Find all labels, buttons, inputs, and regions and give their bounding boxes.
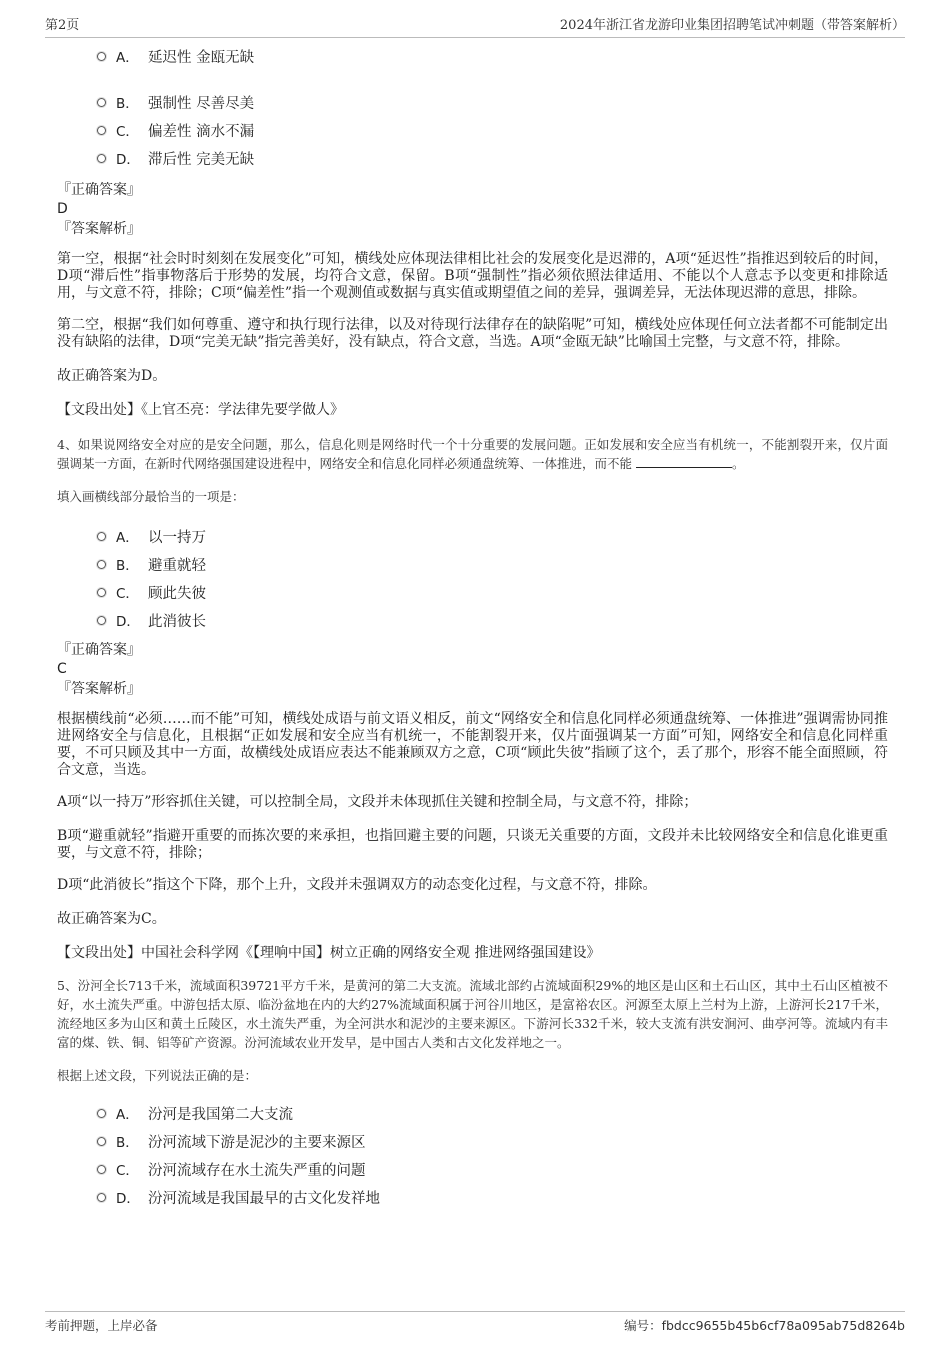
option-text: 汾河流域下游是泥沙的主要来源区 [148,1134,366,1151]
q4-option-a[interactable] [57,522,888,550]
option-letter: C． [116,124,139,140]
radio-icon[interactable] [97,98,106,107]
q3-analysis-label: 『答案解析』 [57,221,141,237]
footer-slogan: 考前押题，上岸必备 [45,1318,158,1333]
option-text: 以一持万 [148,529,206,546]
option-letter: D． [116,614,140,630]
q4-question-end: 。 [732,456,745,471]
radio-icon[interactable] [97,532,106,541]
document-id: 编号：fbdcc9655b45b6cf78a095ab75d8264b [624,1318,905,1333]
q3-answer-label: 『正确答案』 [57,182,141,198]
q5-option-d[interactable] [57,1183,888,1211]
q5-option-c[interactable] [57,1155,888,1183]
option-text: 顾此失彼 [148,585,206,602]
q3-answer: D [57,201,68,217]
q4-analysis-label: 『答案解析』 [57,681,141,697]
q3-analysis-p2: 第二空，根据“我们如何尊重、遵守和执行现行法律，以及对待现行法律存在的缺陷呢”可知，横线处应体现任何立法者都不可能制定出没有缺陷的法律，D项“完美无缺”指完善美好，没有缺点，符合文意，当选。A项“金瓯无缺”比喻国土完整，与文意不符，排除。 [57,317,888,350]
option-text: 滞后性 完美无缺 [148,151,255,168]
q4-analysis-p4: D项“此消彼长”指这个下降，那个上升，文段并未强调双方的动态变化过程，与文意不符，排除。 [57,877,657,893]
radio-icon[interactable] [97,560,106,569]
option-text: 汾河流域是我国最早的古文化发祥地 [148,1190,380,1207]
radio-icon[interactable] [97,52,106,61]
q3-option-d[interactable] [57,144,888,172]
radio-icon[interactable] [97,154,106,163]
option-text: 强制性 尽善尽美 [148,95,255,112]
q3-analysis-p3: 故正确答案为D。 [57,368,167,384]
q4-question [57,435,888,473]
q4-analysis-p1: 根据横线前“必须……而不能”可知，横线处成语与前文语义相反，前文“网络安全和信息化同样必须通盘统筹、一体推进”强调需协同推进网络安全与信息化，且根据“正如发展和安全应当有机统一，不能割裂开来，仅片面强调某一方面”可知，网络安全和信息化同样重要，不可只顾及其中一方面，故横线处成语应表达不能兼顾双方之意，C项“顾此失彼”指顾了这个，丢了那个，形容不能全面照顾，符合文意，当选。 [57,711,888,778]
option-letter: B． [116,96,139,112]
q3-source: 【文段出处】《上官丕亮：学法律先要学做人》 [57,402,344,418]
q4-answer-label: 『正确答案』 [57,642,141,658]
radio-icon[interactable] [97,616,106,625]
radio-icon[interactable] [97,1109,106,1118]
option-letter: D． [116,1191,140,1207]
option-text: 延迟性 金瓯无缺 [148,49,255,66]
option-letter: B． [116,558,139,574]
q4-option-d[interactable] [57,606,888,634]
radio-icon[interactable] [97,126,106,135]
q3-analysis-p1: 第一空，根据“社会时时刻刻在发展变化”可知，横线处应体现法律相比社会的发展变化是迟滞的，A项“延迟性”指推迟到较后的时间，D项“滞后性”指事物落后于形势的发展，均符合文意，保留。B项“强制性”指必须依照法律适用、不能以个人意志予以变更和排除适用，与文意不符，排除；C项“偏差性”指一个观测值或数据与真实值或期望值之间的差异，强调差异，无法体现迟滞的意思，排除。 [57,251,888,301]
page-number: 第2页 [45,18,80,33]
q4-option-b[interactable] [57,550,888,578]
option-text: 此消彼长 [148,613,206,630]
option-text: 避重就轻 [148,557,206,574]
q4-prompt: 填入画横线部分最恰当的一项是： [57,489,245,504]
radio-icon[interactable] [97,1137,106,1146]
q3-option-c[interactable] [57,116,888,144]
q5-option-b[interactable] [57,1127,888,1155]
option-letter: B． [116,1135,139,1151]
option-text: 汾河是我国第二大支流 [148,1106,293,1123]
option-text: 偏差性 滴水不漏 [148,123,255,140]
q3-option-b[interactable] [57,88,888,116]
q3-option-a[interactable] [57,42,888,70]
q5-option-a[interactable] [57,1099,888,1127]
q4-analysis-p2: A项“以一持万”形容抓住关键，可以控制全局，文段并未体现抓住关键和控制全局，与文意不符，排除； [57,794,698,810]
q4-question-text: 4、如果说网络安全对应的是安全问题，那么，信息化则是网络时代一个十分重要的发展问题。正如发展和安全应当有机统一，不能割裂开来，仅片面强调某一方面，在新时代网络强国建设进程中，网络安全和信息化同样必须通盘统筹、一体推进，而不能 [57,437,888,471]
page-footer [45,1311,905,1334]
option-letter: C． [116,1163,139,1179]
q5-question: 5、汾河全长713千米，流域面积39721平方千米，是黄河的第二大支流。流域北部约占流域面积29%的地区是山区和土石山区，其中土石山区植被不好，水土流失严重。中游包括太原、临汾盆地在内的大约27%流域面积属于河谷川地区，是富裕农区。河源至太原上兰村为上游，上游河长217千米，流经地区多为山区和黄土丘陵区，水土流失严重，为全河洪水和泥沙的主要来源区。下游河长332千米，较大支流有洪安涧河、曲亭河等。流域内有丰富的煤、铁、铜、铝等矿产资源。汾河流域农业开发早，是中国古人类和古文化发祥地之一。 [57,978,888,1050]
option-letter: C． [116,586,139,602]
radio-icon[interactable] [97,1193,106,1202]
q3-options [57,42,888,172]
answer-blank [636,455,732,468]
q4-answer: C [57,661,67,677]
option-text: 汾河流域存在水土流失严重的问题 [148,1162,366,1179]
option-letter: A． [116,530,139,546]
q5-options [57,1099,888,1211]
page-content [57,42,888,1211]
page-header [45,14,905,38]
radio-icon[interactable] [97,588,106,597]
document-title: 2024年浙江省龙游印业集团招聘笔试冲刺题（带答案解析） [559,18,905,33]
q4-source: 【文段出处】中国社会科学网《【理响中国】树立正确的网络安全观 推进网络强国建设》 [57,945,601,961]
option-letter: A． [116,1107,139,1123]
option-letter: A． [116,50,139,66]
q4-analysis-p5: 故正确答案为C。 [57,911,166,927]
radio-icon[interactable] [97,1165,106,1174]
q5-prompt: 根据上述文段，下列说法正确的是： [57,1068,258,1083]
option-letter: D． [116,152,140,168]
q4-analysis-p3: B项“避重就轻”指避开重要的而拣次要的来承担，也指回避主要的问题，只谈无关重要的方面，文段并未比较网络安全和信息化谁更重要，与文意不符，排除； [57,828,888,861]
q4-options [57,522,888,634]
q4-option-c[interactable] [57,578,888,606]
